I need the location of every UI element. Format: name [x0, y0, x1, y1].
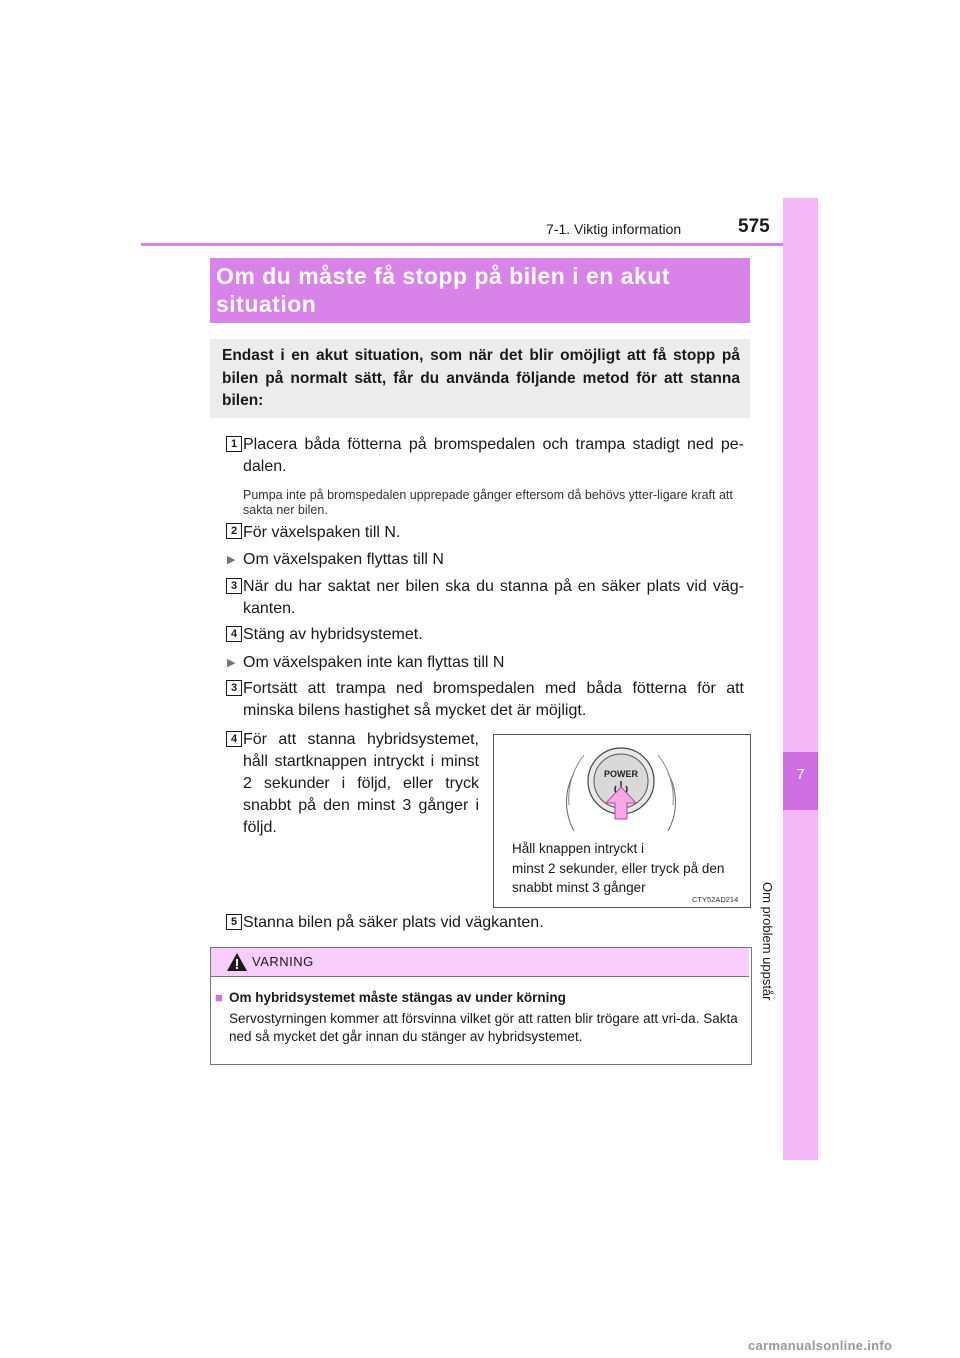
page-title — [216, 262, 746, 318]
step-text: För växelspaken till N. — [243, 524, 401, 541]
sub-heading: Om växelspaken flyttas till N — [243, 551, 444, 568]
figure-caption-line-3: snabbt minst 3 gånger — [512, 880, 646, 895]
figure-code: CTY52AD214 — [692, 895, 739, 904]
watermark: carmanualsonline.info — [748, 1338, 893, 1353]
step-number-box: 3 — [226, 578, 242, 594]
chapter-title: Om problem uppstår — [760, 882, 775, 1001]
figure-caption-line-2: minst 2 sekunder, eller tryck på den — [512, 860, 725, 876]
step-text: Fortsätt att trampa ned bromspedalen med båda fötterna för att minska bilens hastighet så mycket det är möjligt. — [243, 680, 744, 719]
warning-title: Om hybridsystemet måste stängas av under körning — [229, 990, 566, 1005]
step-number-box: 2 — [226, 523, 242, 539]
step-number-box: 4 — [226, 731, 242, 747]
step-number-box: 4 — [226, 626, 242, 642]
step-number-box: 1 — [226, 436, 242, 452]
step-note: Pumpa inte på bromspedalen upprepade gånger eftersom då behövs ytter-ligare kraft att sakta ner bilen. — [243, 488, 733, 517]
warning-triangle-icon — [226, 952, 248, 972]
intro-text: Endast i en akut situation, som när det blir omöjligt att få stopp på bilen på normalt sätt, får du använda följande metod för att stanna bilen: — [222, 347, 740, 409]
header-divider — [141, 243, 818, 246]
step-number-box: 3 — [226, 680, 242, 696]
step-text: För att stanna hybridsystemet, håll startknappen intryckt i minst 2 sekunder i följd, eller tryck snabbt på den minst 3 gånger i följd. — [243, 731, 479, 836]
step-text: Placera båda fötterna på bromspedalen och trampa stadigt ned pe-dalen. — [243, 436, 744, 475]
page-title-line-1: Om du måste få stopp på bilen i en akut — [216, 263, 671, 289]
step-text: När du har saktat ner bilen ska du stanna på en säker plats vid väg-kanten. — [243, 578, 744, 617]
step-number-box: 5 — [226, 914, 242, 930]
warning-body: Servostyrningen kommer att försvinna vilket gör att ratten blir trögare att vri-da. Sakta ned så mycket det går innan du stänger av hybridsystemet. — [229, 1011, 738, 1044]
figure-caption-line-1: Håll knappen intryckt i — [512, 841, 645, 856]
sub-heading: Om växelspaken inte kan flyttas till N — [243, 654, 505, 671]
chapter-side-tab — [783, 198, 818, 1160]
step-text: Stäng av hybridsystemet. — [243, 626, 423, 643]
chapter-number: 7 — [796, 766, 805, 783]
figure-caption — [512, 839, 752, 898]
warning-label: VARNING — [252, 954, 314, 969]
step-text: Stanna bilen på säker plats vid vägkanten. — [243, 914, 544, 931]
section-title: 7-1. Viktig information — [546, 221, 682, 237]
triangle-bullet-icon: ▶ — [227, 657, 236, 669]
triangle-bullet-icon: ▶ — [227, 554, 236, 566]
square-bullet-icon: ■ — [215, 990, 223, 1005]
page-title-line-2: situation — [216, 291, 317, 317]
page-number: 575 — [738, 216, 770, 237]
power-label: POWER — [603, 769, 639, 779]
